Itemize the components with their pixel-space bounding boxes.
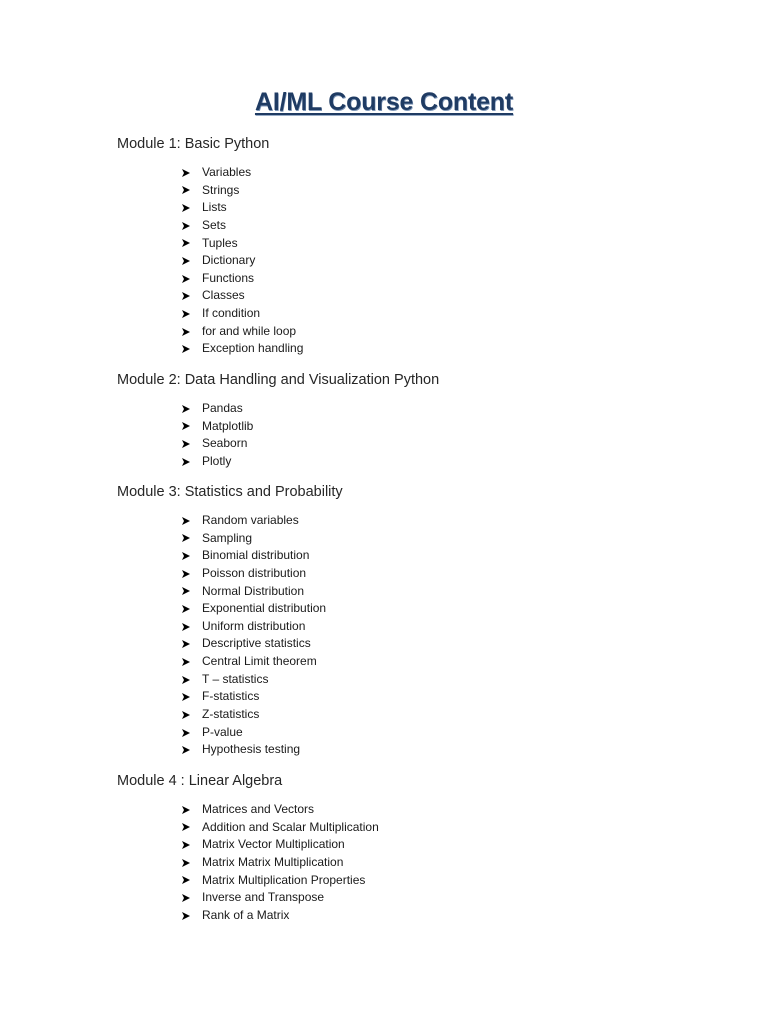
arrowhead-bullet-icon [181, 893, 202, 903]
topic-label: If condition [202, 306, 261, 321]
arrowhead-bullet-icon [181, 745, 202, 755]
arrowhead-bullet-icon [181, 728, 202, 738]
topic-list-item [181, 872, 379, 890]
arrowhead-bullet-icon [181, 875, 202, 885]
arrowhead-bullet-icon [181, 692, 202, 702]
arrowhead-bullet-icon [181, 675, 202, 685]
topic-list-item [181, 199, 303, 217]
topic-list-item [181, 164, 303, 182]
topic-list-item [181, 688, 326, 706]
topic-list-item [181, 907, 379, 925]
module-topic-list [181, 512, 326, 759]
topic-label: Matrices and Vectors [202, 802, 315, 816]
topic-list-item [181, 635, 326, 653]
topic-label: Seaborn [202, 436, 248, 451]
topic-list-item [181, 889, 379, 907]
topic-list-item [181, 512, 326, 530]
arrowhead-bullet-icon [181, 421, 202, 431]
arrowhead-bullet-icon [181, 327, 202, 337]
topic-list-item [181, 836, 379, 854]
topic-list-item [181, 741, 326, 759]
arrowhead-bullet-icon [181, 439, 202, 449]
topic-list-item [181, 653, 326, 671]
topic-label: Sampling [202, 530, 253, 545]
arrowhead-bullet-icon [181, 911, 202, 921]
document-title-text: AI/ML Course Content [254, 88, 514, 116]
arrowhead-bullet-icon [181, 256, 202, 266]
topic-label: Matplotlib [202, 418, 254, 433]
topic-list-item [181, 583, 326, 601]
topic-label: Plotly [202, 453, 232, 468]
topic-label: Dictionary [202, 253, 256, 268]
module-heading: Module 1: Basic Python [117, 136, 270, 152]
topic-label: Matrix Matrix Multiplication [202, 854, 344, 869]
topic-list-item [181, 530, 326, 548]
topic-label: Pandas [202, 401, 243, 415]
arrowhead-bullet-icon [181, 203, 202, 213]
topic-list-item [181, 547, 326, 565]
topic-list-item [181, 706, 326, 724]
arrowhead-bullet-icon [181, 840, 202, 850]
topic-label: Sets [202, 217, 227, 232]
topic-label: Exponential distribution [202, 601, 327, 616]
module-topic-list [181, 400, 253, 471]
arrowhead-bullet-icon [181, 858, 202, 868]
topic-label: Strings [202, 182, 240, 197]
topic-label: Rank of a Matrix [202, 907, 290, 922]
topic-label: Normal Distribution [202, 583, 305, 598]
topic-list-item [181, 854, 379, 872]
topic-list-item [181, 287, 303, 305]
topic-list-item [181, 305, 303, 323]
arrowhead-bullet-icon [181, 569, 202, 579]
topic-label: Uniform distribution [202, 618, 306, 633]
arrowhead-bullet-icon [181, 710, 202, 720]
arrowhead-bullet-icon [181, 221, 202, 231]
arrowhead-bullet-icon [181, 822, 202, 832]
topic-label: Random variables [202, 513, 299, 527]
arrowhead-bullet-icon [181, 516, 202, 526]
topic-label: T – statistics [202, 671, 269, 686]
arrowhead-bullet-icon [181, 344, 202, 354]
topic-list-item [181, 323, 303, 341]
arrowhead-bullet-icon [181, 457, 202, 467]
arrowhead-bullet-icon [181, 291, 202, 301]
arrowhead-bullet-icon [181, 404, 202, 414]
topic-label: Central Limit theorem [202, 654, 317, 669]
module-heading: Module 3: Statistics and Probability [117, 484, 343, 500]
topic-label: Binomial distribution [202, 548, 310, 563]
topic-list-item [181, 453, 253, 471]
topic-label: Descriptive statistics [202, 636, 311, 651]
arrowhead-bullet-icon [181, 274, 202, 284]
arrowhead-bullet-icon [181, 604, 202, 614]
topic-label: Matrix Multiplication Properties [202, 872, 366, 887]
arrowhead-bullet-icon [181, 622, 202, 632]
arrowhead-bullet-icon [181, 168, 202, 178]
topic-label: Exception handling [202, 341, 304, 356]
topic-list-item [181, 340, 303, 358]
topic-list-item [181, 252, 303, 270]
arrowhead-bullet-icon [181, 533, 202, 543]
topic-list-item [181, 671, 326, 689]
topic-label: Inverse and Transpose [202, 890, 325, 905]
topic-label: Hypothesis testing [202, 742, 301, 757]
topic-list-item [181, 400, 253, 418]
arrowhead-bullet-icon [181, 586, 202, 596]
module-heading: Module 4 : Linear Algebra [117, 773, 283, 789]
topic-list-item [181, 182, 303, 200]
topic-label: F-statistics [202, 689, 260, 704]
topic-list-item [181, 418, 253, 436]
topic-list-item [181, 435, 253, 453]
arrowhead-bullet-icon [181, 238, 202, 248]
document-title [0, 88, 768, 117]
topic-list-item [181, 618, 326, 636]
topic-list-item [181, 270, 303, 288]
topic-label: Matrix Vector Multiplication [202, 837, 345, 852]
arrowhead-bullet-icon [181, 551, 202, 561]
topic-list-item [181, 235, 303, 253]
module-topic-list [181, 164, 303, 358]
arrowhead-bullet-icon [181, 657, 202, 667]
arrowhead-bullet-icon [181, 309, 202, 319]
topic-label: Lists [202, 200, 227, 215]
topic-label: Z-statistics [202, 707, 260, 722]
topic-label: P-value [202, 724, 243, 739]
topic-label: Classes [202, 288, 245, 303]
topic-list-item [181, 600, 326, 618]
topic-list-item [181, 724, 326, 742]
topic-list-item [181, 217, 303, 235]
topic-list-item [181, 801, 379, 819]
arrowhead-bullet-icon [181, 185, 202, 195]
topic-list-item [181, 819, 379, 837]
topic-label: Addition and Scalar Multiplication [202, 819, 379, 834]
module-topic-list [181, 801, 379, 924]
topic-label: Variables [202, 165, 252, 179]
topic-label: Functions [202, 270, 255, 285]
topic-label: Tuples [202, 235, 238, 250]
topic-label: Poisson distribution [202, 565, 307, 580]
topic-label: for and while loop [202, 323, 297, 338]
module-heading: Module 2: Data Handling and Visualization Python [117, 372, 440, 388]
arrowhead-bullet-icon [181, 639, 202, 649]
topic-list-item [181, 565, 326, 583]
arrowhead-bullet-icon [181, 805, 202, 815]
